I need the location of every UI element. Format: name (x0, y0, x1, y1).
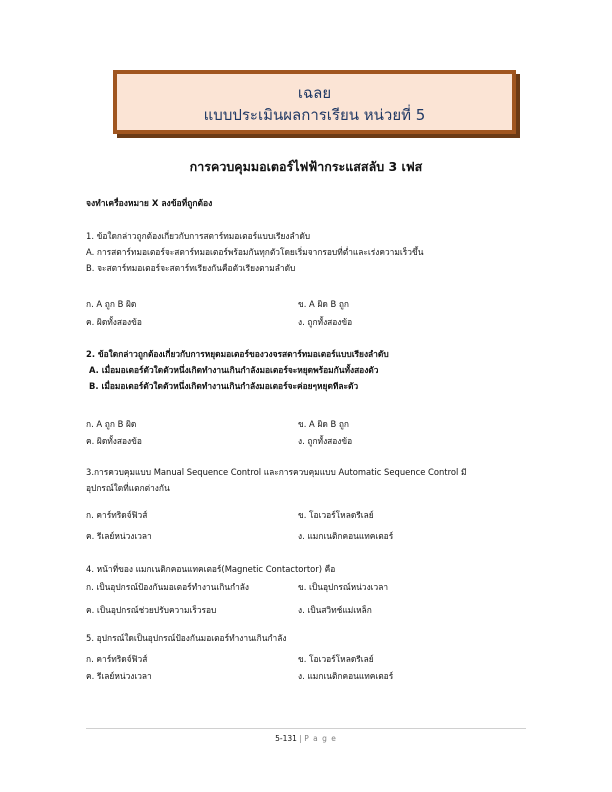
page-title: การควบคุมมอเตอร์ไฟฟ้ากระแสสลับ 3 เฟส (189, 159, 423, 174)
question-1-statement-b: B. จะสตาร์ทมอเตอร์จะสตาร์ทเรียงกันคือตัวเรียงตามลำดับ (86, 263, 296, 273)
question-2-option-ng: ง. ถูกทั้งสองข้อ (298, 436, 353, 446)
question-3-option-k: ก. คาร์ทริดจ์ฟิวส์ (86, 510, 148, 520)
question-1-statement-a: A. การสตาร์ทมอเตอร์จะสตาร์ทมอเตอร์พร้อมกันทุกตัวโดยเริ่มจากรอบที่ต่ำและเร่งความเร็วขึ้น (86, 247, 424, 257)
unit-assessment-heading: แบบประเมินผลการเรียน หน่วยที่ 5 (203, 106, 426, 124)
question-1-option-kho: ค. ผิดทั้งสองข้อ (86, 317, 142, 327)
question-4-option-kh: ข. เป็นอุปกรณ์หน่วงเวลา (298, 582, 389, 592)
question-4-option-k: ก. เป็นอุปกรณ์ป้องกันมอเตอร์ทำงานเกินกำลัง (86, 582, 249, 592)
page-footer (0, 734, 612, 743)
page-number: 5-131 (275, 734, 297, 743)
question-2-statement-a: A. เมื่อมอเตอร์ตัวใดตัวหนึ่งเกิดทำงานเกินกำลังมอเตอร์จะหยุดพร้อมกันทั้งสองตัว (89, 365, 379, 375)
question-3 (86, 464, 526, 496)
footer-separator: | (299, 734, 302, 743)
question-1-option-ng: ง. ถูกทั้งสองข้อ (298, 317, 353, 327)
question-2-option-k: ก. A ถูก B ผิด (86, 419, 137, 429)
question-5 (86, 630, 526, 646)
question-4-option-ng: ง. เป็นสวิทช์แม่เหล็ก (298, 605, 372, 615)
question-3-text-line-1: 3.การควบคุมแบบ Manual Sequence Control และการควบคุมแบบ Automatic Sequence Control มี (86, 467, 467, 477)
question-2-option-kh: ข. A ผิด B ถูก (298, 419, 349, 429)
question-1 (86, 228, 526, 276)
question-1-text: 1. ข้อใดกล่าวถูกต้องเกี่ยวกับการสตาร์ทมอเตอร์แบบเรียงลำดับ (86, 231, 311, 241)
footer-divider (86, 728, 526, 729)
question-1-option-k: ก. A ถูก B ผิด (86, 299, 137, 309)
question-4 (86, 561, 526, 577)
instruction: จงทำเครื่องหมาย X ลงข้อที่ถูกต้อง (86, 199, 213, 209)
question-5-option-kh: ข. โอเวอร์โหลดรีเลย์ (298, 654, 374, 664)
question-5-option-kho: ค. รีเลย์หน่วงเวลา (86, 671, 152, 681)
question-1-option-kh: ข. A ผิด B ถูก (298, 299, 349, 309)
page-label: P a g e (304, 734, 337, 743)
question-5-text: 5. อุปกรณ์ใดเป็นอุปกรณ์ป้องกันมอเตอร์ทำงานเกินกำลัง (86, 633, 287, 643)
question-2-statement-b: B. เมื่อมอเตอร์ตัวใดตัวหนึ่งเกิดทำงานเกินกำลังมอเตอร์จะค่อยๆหยุดทีละตัว (89, 381, 359, 391)
question-2-option-kho: ค. ผิดทั้งสองข้อ (86, 436, 142, 446)
question-2 (86, 346, 526, 394)
question-2-text: 2. ข้อใดกล่าวถูกต้องเกี่ยวกับการหยุดมอเตอร์ของวงจรสตาร์ทมอเตอร์แบบเรียงลำดับ (86, 349, 389, 359)
title-box (113, 70, 516, 134)
question-3-text-line-2: อุปกรณ์ใดที่แตกต่างกัน (86, 483, 170, 493)
question-4-option-kho: ค. เป็นอุปกรณ์ช่วยปรับความเร็วรอบ (86, 605, 217, 615)
question-3-option-kh: ข. โอเวอร์โหลดรีเลย์ (298, 510, 374, 520)
question-3-option-kho: ค. รีเลย์หน่วงเวลา (86, 531, 152, 541)
question-5-option-k: ก. คาร์ทริดจ์ฟิวส์ (86, 654, 148, 664)
question-5-option-ng: ง. แมกเนติกคอนแทคเตอร์ (298, 671, 394, 681)
question-3-option-ng: ง. แมกเนติกคอนแทคเตอร์ (298, 531, 394, 541)
answer-key-heading: เฉลย (297, 84, 332, 102)
question-4-text: 4. หน้าที่ของ แมกเนติกคอนแทคเตอร์(Magnetic Contactortor) คือ (86, 564, 336, 574)
